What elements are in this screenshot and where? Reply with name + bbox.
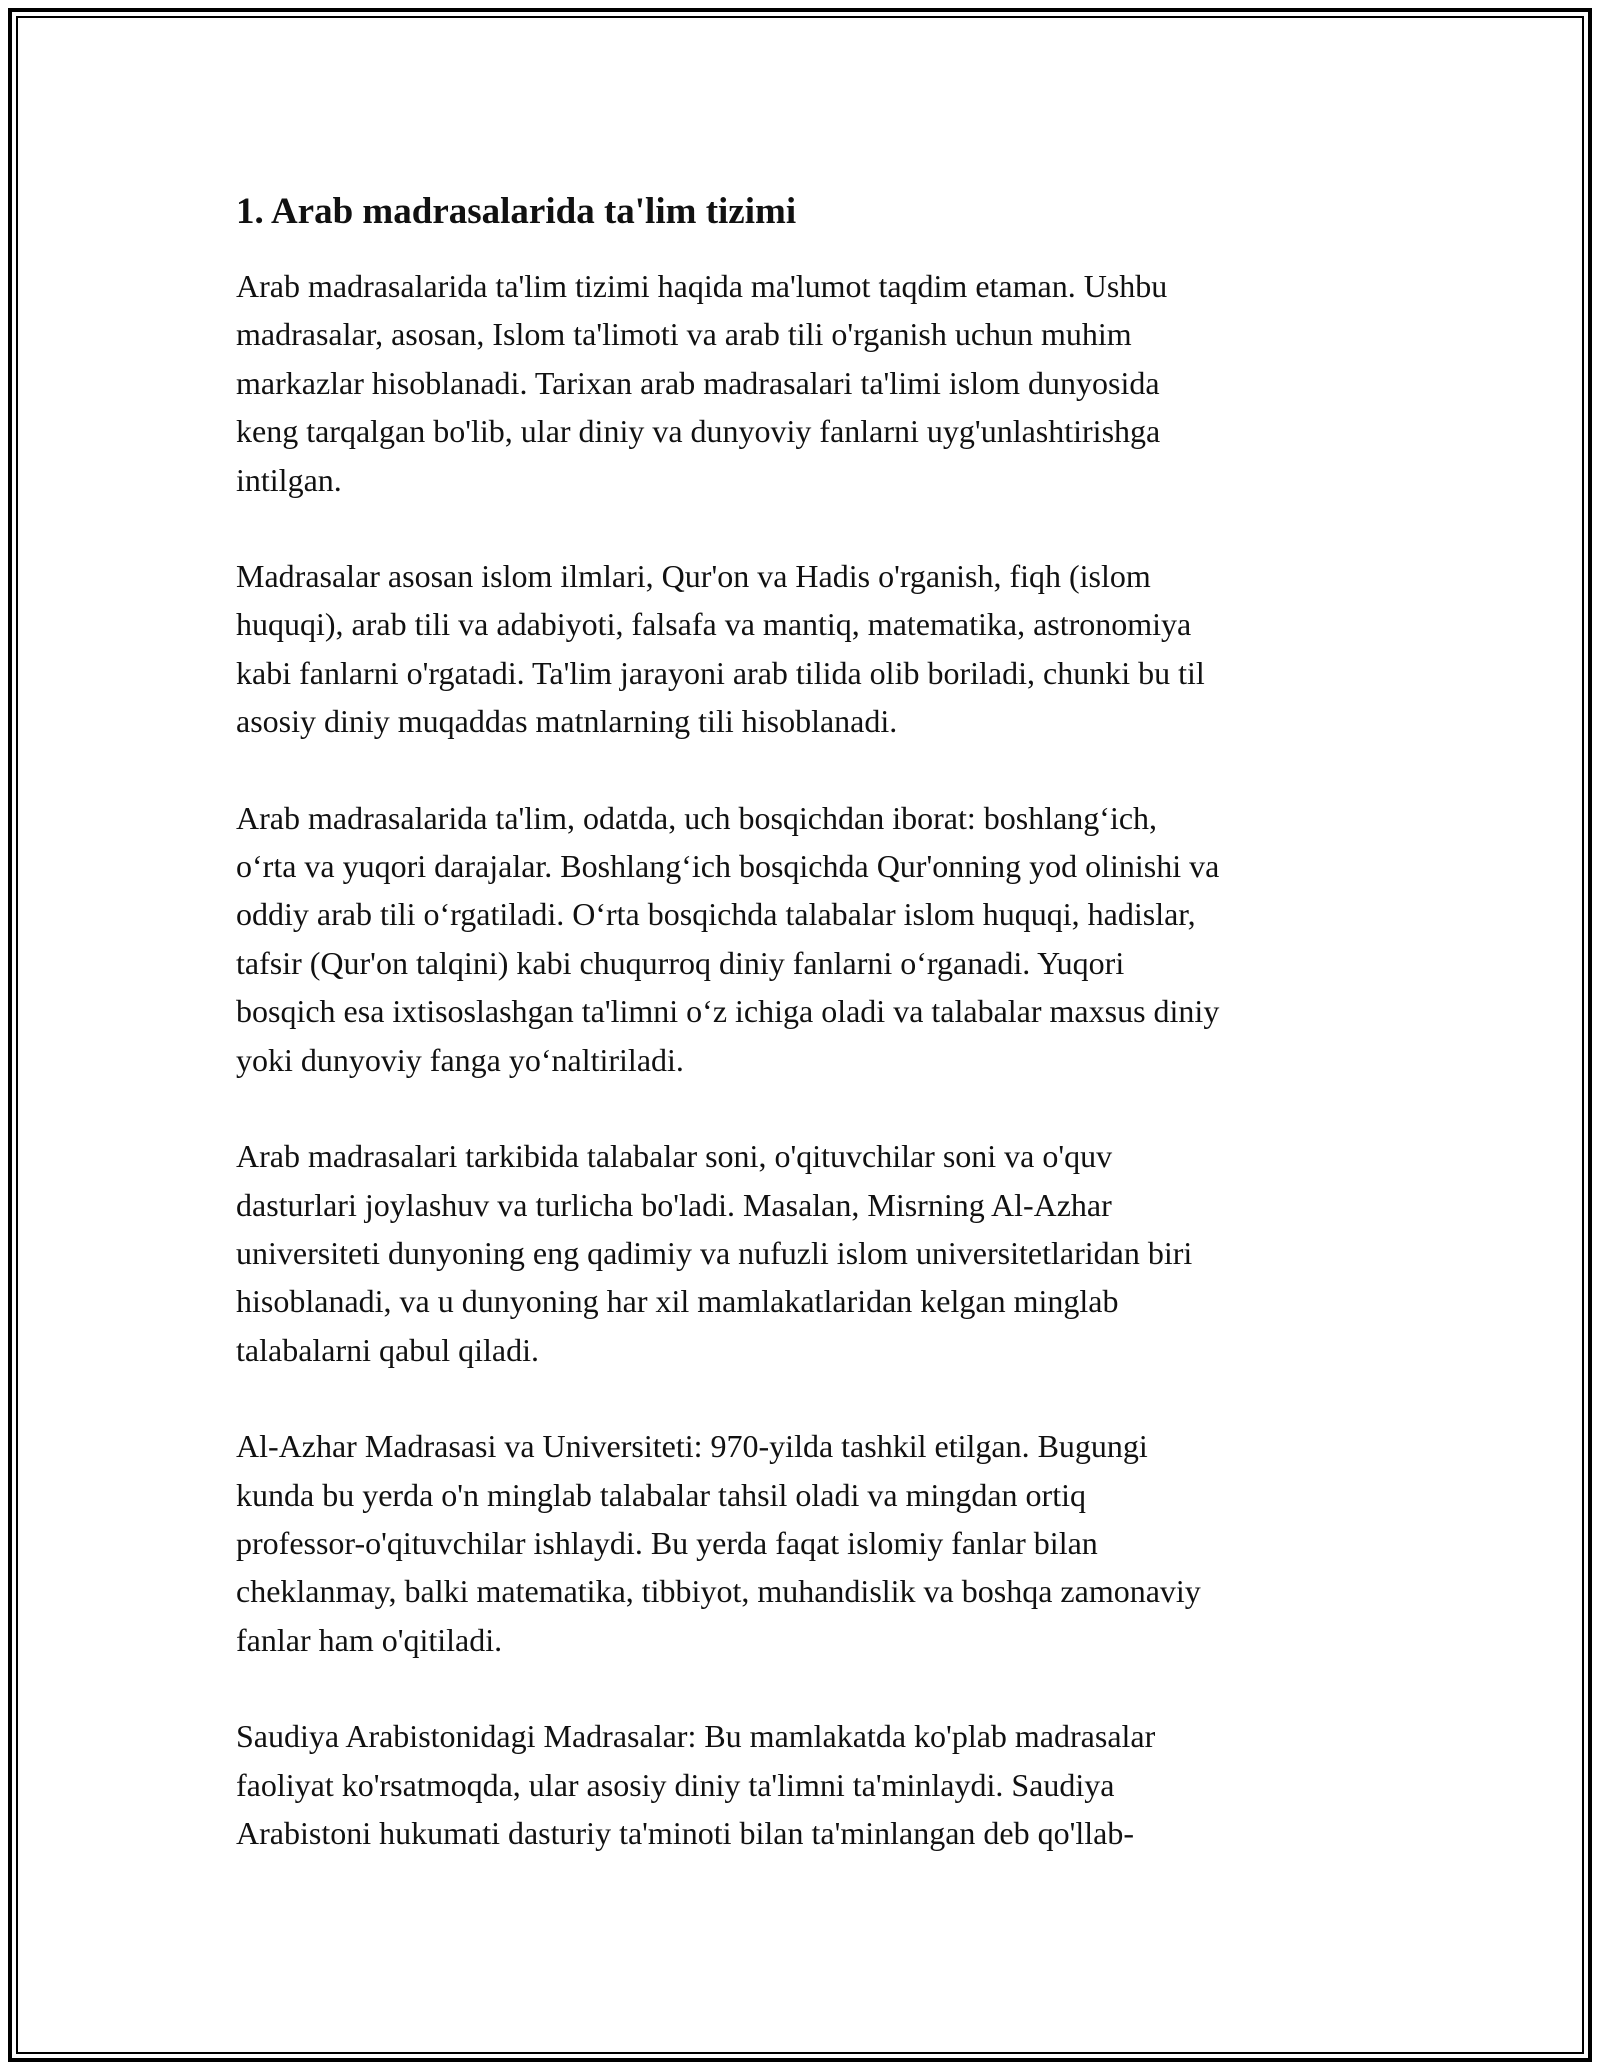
paragraph-line: keng tarqalgan bo'lib, ular diniy va dunyoviy fanlarni uyg'unlashtirishga bbox=[236, 413, 1161, 450]
paragraph-line: madrasalar, asosan, Islom ta'limoti va arab tili o'rganish uchun muhim bbox=[236, 316, 1132, 353]
paragraph bbox=[236, 1422, 1376, 1664]
paragraph-line: Arab madrasalarida ta'lim, odatda, uch bosqichdan iborat: boshlang‘ich, bbox=[236, 799, 1158, 836]
paragraph-line: Madrasalar asosan islom ilmlari, Qur'on va Hadis o'rganish, fiqh (islom bbox=[236, 558, 1151, 595]
paragraph bbox=[236, 1132, 1376, 1374]
paragraph-line: markazlar hisoblanadi. Tarixan arab madrasalari ta'limi islom dunyosida bbox=[236, 364, 1160, 401]
paragraph-line: Arabistoni hukumati dasturiy ta'minoti bilan ta'minlangan deb qo'llab- bbox=[236, 1814, 1135, 1851]
paragraph-line: asosiy diniy muqaddas matnlarning tili hisoblanadi. bbox=[236, 703, 898, 740]
paragraph bbox=[236, 794, 1376, 1084]
paragraph bbox=[236, 262, 1376, 504]
paragraph-line: fanlar ham o'qitiladi. bbox=[236, 1621, 503, 1658]
paragraph bbox=[236, 552, 1376, 746]
paragraph-line: kunda bu yerda o'n minglab talabalar tahsil oladi va mingdan ortiq bbox=[236, 1476, 1086, 1513]
paragraph-line: dasturlari joylashuv va turlicha bo'ladi. Masalan, Misrning Al-Azhar bbox=[236, 1186, 1112, 1223]
paragraph-line: Arab madrasalarida ta'lim tizimi haqida ma'lumot taqdim etaman. Ushbu bbox=[236, 268, 1168, 304]
paragraph-line: hisoblanadi, va u dunyoning har xil mamlakatlaridan kelgan minglab bbox=[236, 1283, 1119, 1320]
section-title: 1. Arab madrasalarida ta'lim tizimi bbox=[236, 191, 797, 232]
paragraph-line: universiteti dunyoning eng qadimiy va nufuzli islom universitetlaridan biri bbox=[236, 1234, 1193, 1271]
document-body bbox=[236, 188, 1376, 1857]
paragraph-line: tafsir (Qur'on talqini) kabi chuqurroq diniy fanlarni o‘rganadi. Yuqori bbox=[236, 944, 1125, 981]
paragraph-line: faoliyat ko'rsatmoqda, ular asosiy diniy ta'limni ta'minlaydi. Saudiya bbox=[236, 1766, 1115, 1803]
paragraph-list bbox=[236, 262, 1376, 1857]
paragraph bbox=[236, 1712, 1376, 1857]
paragraph-line: o‘rta va yuqori darajalar. Boshlang‘ich bosqichda Qur'onning yod olinishi va bbox=[236, 848, 1220, 885]
paragraph-line: talabalarni qabul qiladi. bbox=[236, 1331, 539, 1368]
paragraph-line: Arab madrasalari tarkibida talabalar soni, o'qituvchilar soni va o'quv bbox=[236, 1138, 1113, 1175]
paragraph-line: oddiy arab tili o‘rgatiladi. O‘rta bosqichda talabalar islom huquqi, hadislar, bbox=[236, 896, 1196, 933]
paragraph-line: intilgan. bbox=[236, 461, 342, 498]
paragraph-line: yoki dunyoviy fanga yo‘naltiriladi. bbox=[236, 1041, 684, 1078]
paragraph-line: professor-o'qituvchilar ishlaydi. Bu yerda faqat islomiy fanlar bilan bbox=[236, 1524, 1098, 1561]
paragraph-line: Al-Azhar Madrasasi va Universiteti: 970-yilda tashkil etilgan. Bugungi bbox=[236, 1428, 1148, 1465]
paragraph-line: cheklanmay, balki matematika, tibbiyot, muhandislik va boshqa zamonaviy bbox=[236, 1573, 1201, 1610]
paragraph-line: kabi fanlarni o'rgatadi. Ta'lim jarayoni arab tilida olib boriladi, chunki bu til bbox=[236, 654, 1205, 691]
paragraph-line: bosqich esa ixtisoslashgan ta'limni o‘z ichiga oladi va talabalar maxsus diniy bbox=[236, 993, 1220, 1030]
paragraph-line: Saudiya Arabistonidagi Madrasalar: Bu mamlakatda ko'plab madrasalar bbox=[236, 1718, 1156, 1755]
paragraph-line: huquqi), arab tili va adabiyoti, falsafa va mantiq, matematika, astronomiya bbox=[236, 606, 1192, 643]
